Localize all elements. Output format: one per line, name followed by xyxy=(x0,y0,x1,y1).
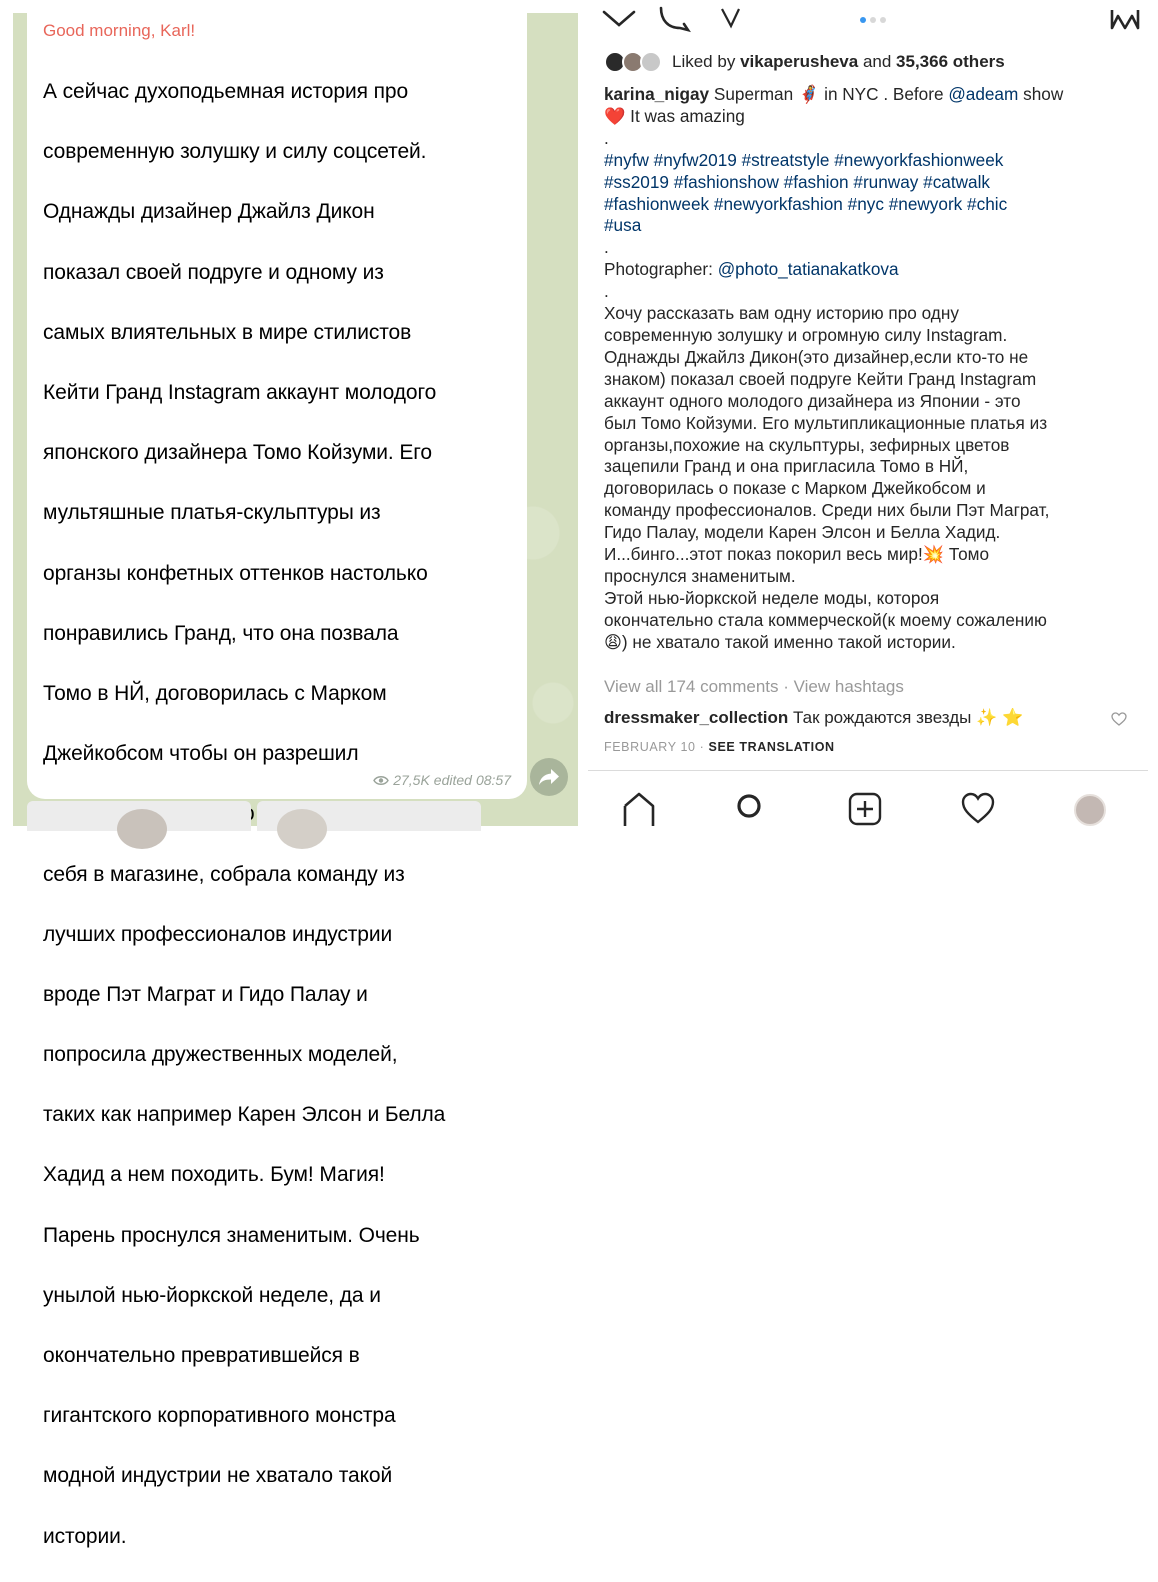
profile-avatar[interactable] xyxy=(1074,794,1106,826)
caption-line: зацепили Гранд и она пригласила Томо в НЙ, xyxy=(604,456,969,477)
mention-link[interactable]: @adeam xyxy=(948,84,1019,104)
chevron-down-icon[interactable] xyxy=(602,6,636,28)
message-line: попросила дружественных моделей, xyxy=(43,1043,398,1067)
message-bubble[interactable] xyxy=(27,13,527,1548)
message-time: 08:57 xyxy=(475,772,511,788)
hashtag-line[interactable]: #ss2019 #fashionshow #fashion #runway #catwalk xyxy=(604,171,991,192)
caption-line: договорилась о показе с Марком Джейкобсом и xyxy=(604,478,986,499)
see-translation-link[interactable]: SEE TRANSLATION xyxy=(708,740,835,754)
heart-icon[interactable] xyxy=(960,790,996,826)
caption-line: Этой нью-йоркской неделе моды, котороя xyxy=(604,587,940,608)
likes-text: Liked by vikaperusheva and 35,366 others xyxy=(672,52,1005,71)
comment-row xyxy=(604,708,1023,728)
caption-line: проснулся знаменитым. xyxy=(604,565,796,586)
instagram-post-panel xyxy=(588,0,1158,826)
media-thumbnails xyxy=(27,801,481,831)
comment-text: Так рождаются звезды ✨ ⭐ xyxy=(788,708,1024,727)
view-hashtags-link[interactable]: View hashtags xyxy=(793,677,904,696)
telegram-chat-panel xyxy=(13,13,578,1548)
post-caption xyxy=(604,84,1134,654)
message-line: унылой нью-йоркской неделе, да и xyxy=(43,1283,381,1307)
caption-line: . xyxy=(604,237,609,258)
avatar xyxy=(640,51,662,73)
caption-line: знаком) показал своей подруге Кейти Гранд Instagram xyxy=(604,368,1037,389)
message-line: А сейчас духоподьемная история про xyxy=(43,80,409,104)
message-greeting: Good morning, Karl! xyxy=(43,21,196,40)
post-date-row: FEBRUARY 10 · SEE TRANSLATION xyxy=(604,740,835,754)
caption-line: 😩) не хватало такой именно такой истории. xyxy=(604,631,956,652)
message-line: Томо в НЙ, договорилась с Марком xyxy=(43,681,387,705)
carousel-dot-active xyxy=(860,17,866,23)
add-icon[interactable] xyxy=(848,790,882,826)
caption-line: И...бинго...этот показ покорил весь мир!💥 Томо xyxy=(604,544,990,565)
liked-by-user[interactable]: vikaperusheva xyxy=(740,52,859,71)
message-line: истории. xyxy=(43,1524,127,1548)
caption-line: окончательно стала коммерческой(к моему сожалению xyxy=(604,609,1047,630)
home-icon[interactable] xyxy=(622,790,656,826)
message-line: понравились Гранд, что она позвала xyxy=(43,621,399,645)
share-arrow-icon xyxy=(538,768,560,786)
message-line: органзы конфетных оттенков настолько xyxy=(43,561,428,585)
likes-row[interactable] xyxy=(604,50,1005,74)
search-icon[interactable] xyxy=(734,790,764,826)
share-button[interactable] xyxy=(530,758,568,796)
media-thumbnail[interactable] xyxy=(257,801,481,831)
caption-username[interactable]: karina_nigay xyxy=(604,84,710,104)
caption-line: Гидо Палау, модели Карен Элсон и Белла Хадид. xyxy=(604,522,1001,543)
views-count: 27,5K xyxy=(393,772,430,788)
caption-line: . xyxy=(604,281,609,302)
carousel-dot xyxy=(880,17,886,23)
message-line: Хадид а нем походить. Бум! Магия! xyxy=(43,1163,385,1187)
message-line: гигантского корпоративного монстра xyxy=(43,1404,396,1428)
message-line: показал своей подруге и одному из xyxy=(43,260,384,284)
comment-icon[interactable] xyxy=(658,6,690,30)
share-icon[interactable] xyxy=(720,6,742,28)
bottom-nav xyxy=(588,790,1158,826)
eye-icon xyxy=(373,775,389,786)
caption-line: karina_nigay Superman 🦸‍♀️ in NYC . Before @adeam show xyxy=(604,84,1064,104)
caption-line: аккаунт одного молодого дизайнера из Японии - это xyxy=(604,390,1021,411)
hashtag-line[interactable]: #usa xyxy=(604,215,642,236)
liked-by-count[interactable]: 35,366 others xyxy=(896,52,1005,71)
liker-avatars xyxy=(604,51,666,73)
message-line: вроде Пэт Маграт и Гидо Палау и xyxy=(43,982,368,1006)
message-line: современную золушку и силу соцсетей. xyxy=(43,140,427,164)
message-line: японского дизайнера Томо Койзуми. Его xyxy=(43,441,432,465)
caption-line: . xyxy=(604,127,609,148)
message-line: Кейти Гранд Instagram аккаунт молодого xyxy=(43,381,437,405)
caption-line: был Томо Койзуми. Его мультипликационные платья из xyxy=(604,412,1048,433)
caption-line: Однажды Джайлз Дикон(это дизайнер,если кто-то не xyxy=(604,346,1029,367)
caption-line: команду профессионалов. Среди них были Пэт Маграт, xyxy=(604,500,1050,521)
message-line: Парень проснулся знаменитым. Очень xyxy=(43,1223,420,1247)
comment-like-icon[interactable] xyxy=(1111,712,1127,726)
message-line: таких как например Карен Элсон и Белла xyxy=(43,1103,446,1127)
media-thumbnail[interactable] xyxy=(27,801,251,831)
view-all-comments-link[interactable]: View all 174 comments xyxy=(604,677,779,696)
caption-line: органзы,похожие на скульптуры, зефирных цветов xyxy=(604,434,1010,455)
message-line: Джейкобсом чтобы он разрешил xyxy=(43,742,359,766)
caption-line: Хочу рассказать вам одну историю про одну xyxy=(604,303,959,324)
message-meta xyxy=(373,772,511,788)
message-line: окончательно превратившейся в xyxy=(43,1344,360,1368)
comment-username[interactable]: dressmaker_collection xyxy=(604,708,789,727)
message-line: лучших профессионалов индустрии xyxy=(43,922,393,946)
bookmark-icon[interactable] xyxy=(1110,6,1140,30)
caption-line: ❤️ It was amazing xyxy=(604,105,745,126)
carousel-dot xyxy=(870,17,876,23)
post-date: FEBRUARY 10 xyxy=(604,740,696,754)
edited-label: edited xyxy=(433,772,472,788)
message-line: себя в магазине, собрала команду из xyxy=(43,862,405,886)
message-line: Однажды дизайнер Джайлз Дикон xyxy=(43,200,375,224)
view-comments-row: View all 174 comments · View hashtags xyxy=(604,677,904,696)
message-line: мультяшные платья-скульптуры из xyxy=(43,501,381,525)
hashtag-line[interactable]: #nyfw #nyfw2019 #streatstyle #newyorkfashionweek xyxy=(604,149,1004,170)
nav-divider xyxy=(588,770,1148,771)
post-action-bar xyxy=(602,6,1140,36)
carousel-dots xyxy=(860,17,886,23)
message-line: модной индустрии не хватало такой xyxy=(43,1464,393,1488)
mention-link[interactable]: @photo_tatianakatkova xyxy=(717,259,899,280)
message-line: самых влиятельных в мире стилистов xyxy=(43,320,412,344)
caption-line: современную золушку и огромную силу Instagram. xyxy=(604,324,1008,345)
hashtag-line[interactable]: #fashionweek #newyorkfashion #nyc #newyork #chic xyxy=(604,193,1008,214)
caption-line: Photographer: @photo_tatianakatkova xyxy=(604,259,899,280)
